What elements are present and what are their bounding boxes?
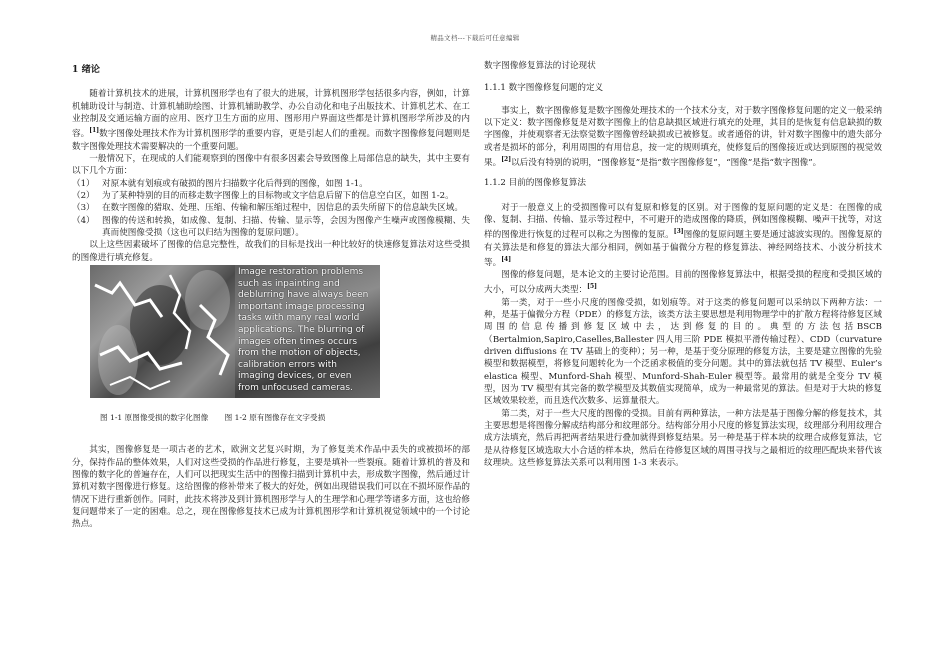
figure-captions (100, 412, 470, 424)
intro-paragraph: 随着计算机技术的进展，计算机图形学也有了很大的进展，计算机图形学包括很多内容，例如，计算机辅助设计与制造、计算机辅助绘图、计算机辅助教学、办公自动化和电子出版技术、计算机艺术、在工业控制及交通运输方面的应用、医疗卫生方面的应用、图形用户界面这些都是计算机图形学所涉及的内容。[1]数字图像处理技术作为计算机图形学的重要内容，更是引起人们的重视。而数字图像修复问题则是数字图像处理技术需要解决的一个重要问题。 (72, 89, 470, 152)
right-column (484, 60, 882, 469)
left-column (72, 60, 470, 531)
citation: [1] (89, 127, 100, 135)
list-item: （1） 对原本就有划痕或有破损的图片扫描数字化后得到的图像，如图 1-1。 (72, 178, 368, 189)
subsection-1-1-1: 1.1.1 数字图像修复问题的定义 (484, 83, 604, 94)
damaged-photo-figure (90, 265, 235, 398)
subsection-1-1-2: 1.1.2 目前的图像修复算法 (484, 178, 586, 189)
causes-list (72, 178, 470, 240)
history-paragraph: 其实，图像修复是一项古老的艺术，欧洲文艺复兴时期，为了修复美术作品中丢失的或被损坏的部分，保持作品的整体效果，人们对这些受损的作品进行修复，主要是填补一些裂痕。随着计算机的普及和图像的数字化的普遍存在，人们可以把现实生活中的图像扫描到计算机中去，形成数字图像，然后通过计算机对数字图像进行修复。这给图像的修补带来了极大的好处，例如出现错误我们可以在不损坏原作品的情况下进行重新创作。同时，此技术将涉及到计算机图形学与人的生理学和心理学等诸多方面，这也给修复问题带来了一定的困难。总之，现在图像修复技术已成为计算机图形学和计算机视觉领域中的一个讨论热点。 (72, 445, 470, 530)
list-item: （3） 在数字图像的猎取、处理、压缩、传输和解压缩过程中，因信息的丢失所留下的信息缺失区域。 (72, 203, 463, 214)
causes-paragraph: 一般情况下，在现成的人们能观察到的图像中有很多因素会导致图像上局部信息的缺失，其中主要有以下几个方面： (72, 153, 470, 177)
citation: [4] (501, 255, 512, 263)
list-item: （2） 为了某种特别的目的而移走数字图像上的目标物或文字信息后留下的信息空白区，如图 1-2。 (72, 190, 454, 201)
small-scale-paragraph: 第一类，对于一些小尺度的图像受损，如划痕等。对于这类的修复问题可以采纳以下两种方法：一种，是基于偏微分方程（PDE）的修复方法，该类方法主要思想是利用物理学中的扩散方程将待修复区域周围的信息传播到修复区域中去，达到修复的目的。典型的方法包括BSCB（Bertalmion,Sapiro,Caselles,Ballester 四人用三阶 PDE 模拟平滑传输过程）、CDD（curvature driven diffusions 在 TV 基础上的变种）；另一种，是基于变分原理的修复方法，主要是建立图像的先验模型和数据模型，将修复问题转化为一个泛函求极值的变分问题。其中的算法就包括 TV 模型、Euler’s elastica 模型、Munford-Shah 模型、Munford-Shah-Euler 模型等。最常用的就是全变分 TV 模型，因为 TV 模型有其完备的数学模型及其数值实现简单，成为一种最常见的算法。但是对于大块的修复区域效果较差，而且迭代次数多、运算量很大。 (484, 297, 882, 407)
text-overlay-figure (235, 265, 380, 398)
definition-paragraph: 事实上，数字图像修复是数字图像处理技术的一个技术分支，对于数字图像修复问题的定义一般采纳以下定义：数字图像修复是对数字图像上的信息缺损区域进行填充的处理，其目的是恢复有信息缺损的数字图像，并使观察者无法察觉数字图像曾经缺损或已被修复。或者通俗的讲，针对数字图像中的遗失部分或者是损坏的部分，利用周围的有用信息，按一定的规则填充，使修复后的图像接近或达到原图的视觉效果。[2]以后没有特别的说明，“图像修复”是指“数字图像修复”，“图像”是指“数字图像”。 (484, 105, 882, 168)
section-title: 数字图像修复算法的讨论现状 (484, 61, 596, 71)
inpainting-paragraph: 图像的修复问题，是本论文的主要讨论范围。目前的图像修复算法中，根据受损的程度和受损区域的大小，可以分成两大类型：[5] (484, 270, 882, 296)
restoration-paragraph: 对于一般意义上的受损图像可以有复原和修复的区别。对于图像的复原问题的定义是：在图像的成像、复制、扫描、传输、显示等过程中，不可避开的造成图像的降质，例如图像模糊、噪声干扰等，对这样的图像进行恢复的过程可以称之为图像的复原。[3]图像的复原问题主要是通过滤波实现的。图像复原的有关算法是和修复的算法大部分相同，例如基于偏微分方程的修复算法、神经网络技术、小波分析技术等。[4] (484, 202, 882, 268)
caption-1-1: 图 1-1 原图像受损的数字化图像 (100, 413, 209, 423)
large-scale-paragraph: 第二类，对于一些大尺度的图像的受损。目前有两种算法，一种方法是基于图像分解的修复技术，其主要思想是将图像分解成结构部分和纹理部分。结构部分用小尺度的修复算法实现，纹理部分利用纹理合成方法填充，然后再把两者结果进行叠加就得到修复结果。另一种是基于样本块的纹理合成修复算法，它是从待修复区域选取大小合适的样本块，然后在待修复区域的周围寻找与之最相近的纹理匹配块来替代该纹理块。这些修复算法关系可以利用图 1-3 来表示。 (484, 408, 882, 469)
list-item: （4） 图像的传送和转换，如成像、复制、扫描、传输、显示等，会因为图像产生噪声或图像模糊、失真而使图像受损（这也可以归结为图像的复原问题）。 (72, 215, 470, 238)
summary-paragraph: 以上这些因素破坏了图像的信息完整性，故我们的目标是找出一种比较好的快速修复算法对这些受损的图像进行填充修复。 (72, 240, 470, 263)
section-heading: 1 绪论 (72, 64, 100, 75)
overlay-text: Image restoration problems such as inpainting and deblurring have always been important image processing tasks with many real world applications. The blurring of images often times occurs from the motion of objects, calibration errors with imaging devices, or even from unfocused cameras. (238, 267, 369, 393)
page-header: 精品文档---下载后可任意编辑 (430, 34, 520, 42)
caption-1-2: 图 1-2 原有图像存在文字受损 (224, 413, 326, 423)
citation: [2] (501, 156, 512, 164)
figure-row (90, 265, 380, 398)
citation: [5] (587, 283, 597, 291)
scratch-marks (90, 265, 235, 398)
citation: [3] (673, 228, 684, 236)
